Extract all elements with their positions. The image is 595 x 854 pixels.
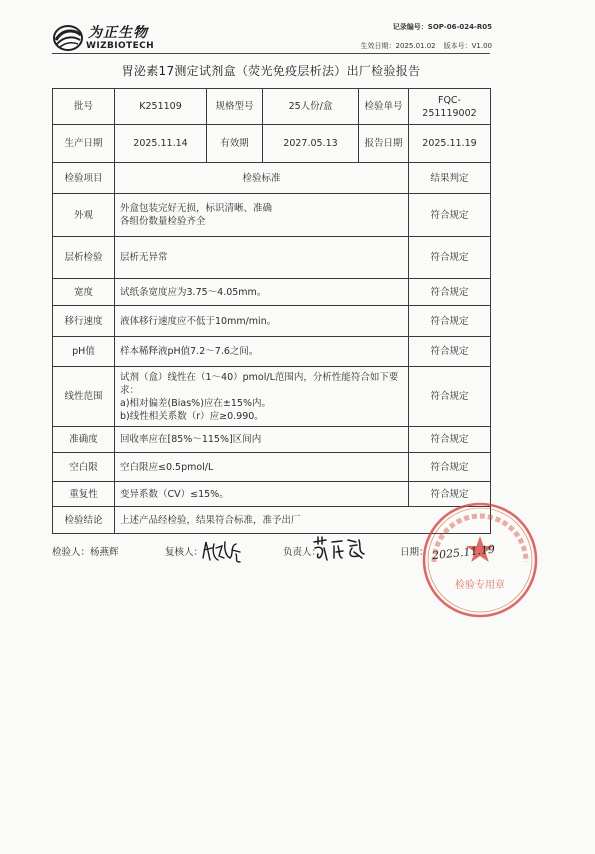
- production-date-value: 2025.11.14: [115, 125, 207, 163]
- item-result: 符合规定: [409, 427, 491, 453]
- item-result: 符合规定: [409, 367, 491, 427]
- expiry-value: 2027.05.13: [263, 125, 359, 163]
- reviewer-label: 复核人：: [165, 547, 204, 558]
- item-name: 移行速度: [53, 306, 115, 337]
- item-name: 外观: [53, 194, 115, 237]
- header-divider: [52, 53, 490, 54]
- logo-chinese-name: 为正生物: [88, 25, 148, 41]
- handwritten-date: 2025.11.19: [431, 542, 496, 563]
- item-name: 空白限: [53, 453, 115, 482]
- item-result: 符合规定: [409, 453, 491, 482]
- manager-signature: [312, 534, 368, 564]
- date-label: 日期：: [400, 547, 429, 558]
- item-result: 符合规定: [409, 237, 491, 279]
- inspector-signoff: [52, 544, 119, 558]
- info-row: [53, 89, 491, 125]
- company-logo: [52, 20, 162, 56]
- inspector-label: 检验人：: [52, 547, 91, 558]
- info-row: [53, 125, 491, 163]
- report-date-value: 2025.11.19: [409, 125, 491, 163]
- item-name: 准确度: [53, 427, 115, 453]
- item-row: [53, 279, 491, 306]
- version-number: 版本号：V1.00: [443, 42, 492, 50]
- logo-english-name: WIZBIOTECH: [86, 41, 155, 51]
- item-row: [53, 194, 491, 237]
- item-result: 符合规定: [409, 194, 491, 237]
- item-standard: 外盒包装完好无损，标识清晰、准确 各组份数量检验齐全: [115, 194, 409, 237]
- item-standard: 样本稀释液pH值7.2～7.6之间。: [115, 337, 409, 367]
- item-result: 符合规定: [409, 279, 491, 306]
- inspection-no-label: 检验单号: [359, 89, 409, 125]
- item-standard: 空白限应≤0.5pmol/L: [115, 453, 409, 482]
- item-result: 符合规定: [409, 482, 491, 507]
- items-header-row: [53, 163, 491, 194]
- item-standard: 变异系数（CV）≤15%。: [115, 482, 409, 507]
- spec-value: 25人份/盒: [263, 89, 359, 125]
- effective-info: [361, 41, 492, 51]
- item-row: [53, 306, 491, 337]
- conclusion-label: 检验结论: [53, 507, 115, 534]
- item-row: [53, 237, 491, 279]
- header-standard: 检验标准: [115, 163, 409, 194]
- logo-swirl-icon: [52, 23, 84, 53]
- item-result: 符合规定: [409, 337, 491, 367]
- item-standard: 液体移行速度应不低于10mm/min。: [115, 306, 409, 337]
- lot-label: 批号: [53, 89, 115, 125]
- item-name: 宽度: [53, 279, 115, 306]
- item-standard: 层析无异常: [115, 237, 409, 279]
- item-name: 层析检验: [53, 237, 115, 279]
- item-row: [53, 337, 491, 367]
- item-result: 符合规定: [409, 306, 491, 337]
- inspection-no-value: FQC-251119002: [409, 89, 491, 125]
- inspection-table: [52, 88, 491, 534]
- record-number: 记录编号：SOP-06-024-R05: [392, 23, 492, 31]
- item-name: pH值: [53, 337, 115, 367]
- inspector-name: 杨燕辉: [90, 547, 119, 558]
- manager-label: 负责人：: [283, 547, 322, 558]
- effective-date: 生效日期：2025.01.02: [360, 42, 436, 50]
- conclusion-text: 上述产品经检验，结果符合标准，准予出厂: [115, 507, 491, 534]
- item-row: [53, 367, 491, 427]
- report-title: 胃泌素17测定试剂盒（荧光免疫层析法）出厂检验报告: [121, 64, 421, 78]
- header-result: 结果判定: [409, 163, 491, 194]
- reviewer-signature: [200, 536, 244, 566]
- item-row: [53, 427, 491, 453]
- item-name: 重复性: [53, 482, 115, 507]
- item-name: 线性范围: [53, 367, 115, 427]
- item-row: [53, 453, 491, 482]
- spec-label: 规格型号: [207, 89, 263, 125]
- header-item: 检验项目: [53, 163, 115, 194]
- lot-value: K251109: [115, 89, 207, 125]
- item-standard: 试纸条宽度应为3.75～4.05mm。: [115, 279, 409, 306]
- report-date-label: 报告日期: [359, 125, 409, 163]
- item-standard: 回收率应在[85%～115%]区间内: [115, 427, 409, 453]
- item-standard: 试剂（盒）线性在（1～40）pmol/L范围内，分析性能符合如下要求： a)相对偏差(Bias%)应在±15%内。 b)线性相关系数（r）应≥0.990。: [115, 367, 409, 427]
- expiry-label: 有效期: [207, 125, 263, 163]
- stamp-label: 检验专用章: [455, 580, 505, 591]
- production-date-label: 生产日期: [53, 125, 115, 163]
